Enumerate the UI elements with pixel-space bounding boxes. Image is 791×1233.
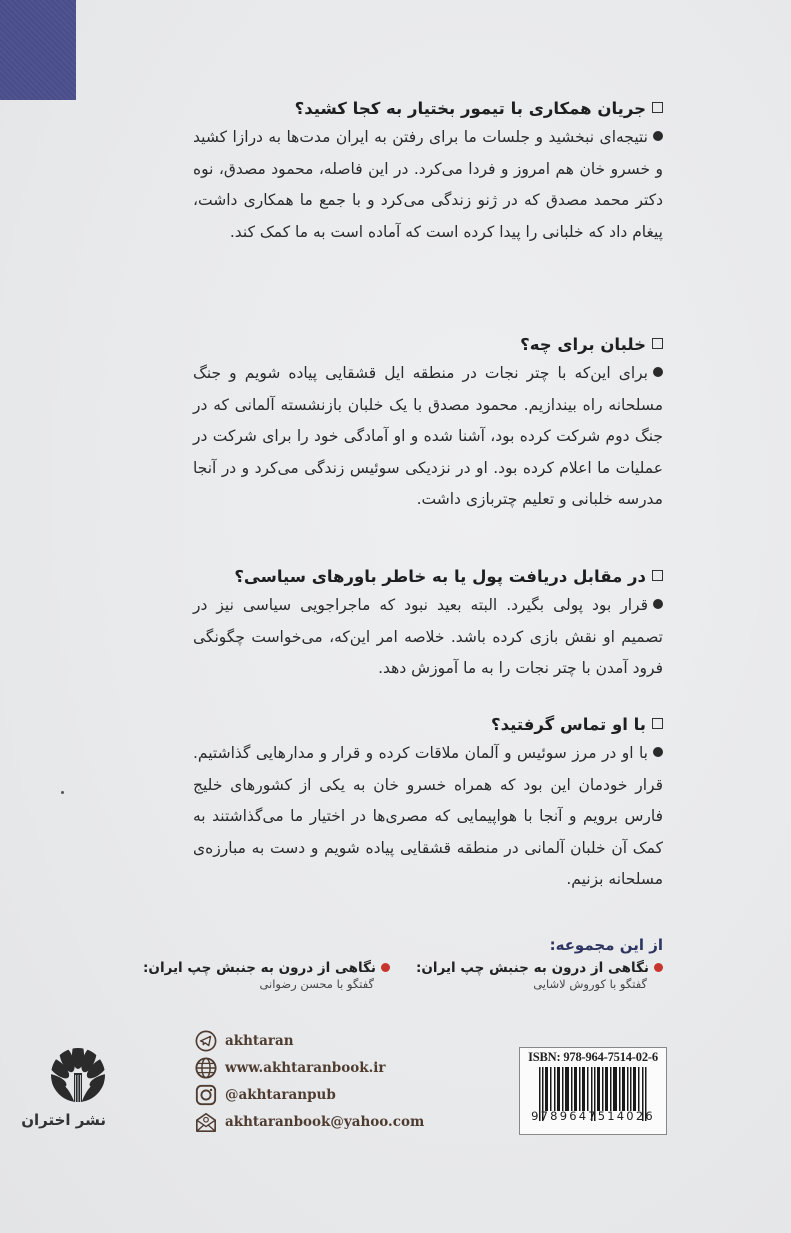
qa-section-2: [193, 332, 663, 516]
red-bullet-icon: [654, 963, 663, 972]
bullet-dot-icon: [653, 747, 663, 757]
qa-section-1: [193, 96, 663, 248]
question-4: با او تماس گرفتید؟: [193, 712, 663, 738]
publisher-contacts: [195, 1027, 424, 1135]
series-item-2: [143, 960, 390, 991]
bullet-dot-icon: [653, 599, 663, 609]
question-1: جریان همکاری با تیمور بختیار به کجا کشید؟: [193, 96, 663, 122]
square-bullet-icon: [652, 338, 663, 349]
bullet-dot-icon: [653, 367, 663, 377]
qa-section-4: [193, 712, 663, 896]
publisher-emblem-icon: [50, 1043, 106, 1103]
publisher-name: نشر اختران: [21, 1111, 106, 1129]
instagram-icon: [195, 1084, 217, 1106]
series-title: از این مجموعه:: [549, 936, 663, 954]
globe-icon: [195, 1057, 217, 1079]
answer-1: نتیجه‌ای نبخشید و جلسات ما برای رفتن به ایران مدت‌ها به درازا کشید و خسرو خان هم امروز و فردا می‌کرد. در این فاصله، محمود مصدق، نوه دکتر محمد مصدق که در ژنو زندگی می‌کرد و با جمع ما همکاری داشت، پیغام داد که خلبانی را پیدا کرده است که آماده است به ما کمک کند.: [193, 128, 663, 241]
square-bullet-icon: [652, 718, 663, 729]
square-bullet-icon: [652, 570, 663, 581]
series-item-title: نگاهی از درون به جنبش چپ ایران:: [143, 960, 377, 976]
telegram-icon: [195, 1030, 217, 1052]
answer-3: قرار بود پولی بگیرد. البته بعید نبود که ماجراجویی سیاسی نیز در تصمیم او نقش بازی کرده باشد. خلاصه امر این‌که، می‌خواست چگونگی فرود آمدن با چتر نجات را به ما آموزش دهد.: [193, 596, 663, 678]
question-2: خلبان برای چه؟: [193, 332, 663, 358]
red-bullet-icon: [381, 963, 390, 972]
contact-telegram[interactable]: akhtaran: [195, 1027, 424, 1054]
contact-instagram[interactable]: @akhtaranpub: [195, 1081, 424, 1108]
series-item-subtitle: گفتگو با محسن رضوانی: [259, 977, 375, 991]
answer-4: با او در مرز سوئیس و آلمان ملاقات کرده و قرار و مدارهایی گذاشتیم. قرار خودمان این بود که همراه خسرو خان به یکی از کشورهای خلیج فارس برویم و آنجا با هواپیمایی که مصری‌ها در اختیار ما می‌گذاشتند به کمک آن خلبان آلمانی در منطقه قشقایی پیاده شویم و دست به مبارزه‌ی مسلحانه بزنیم.: [193, 744, 663, 889]
isbn-barcode: [519, 1047, 667, 1135]
bullet-dot-icon: [653, 131, 663, 141]
series-item-title: نگاهی از درون به جنبش چپ ایران:: [416, 960, 649, 976]
print-speck: [61, 791, 64, 794]
qa-section-3: [193, 564, 663, 685]
email-icon: [195, 1111, 217, 1133]
barcode-digits: 9789647514026: [531, 1109, 655, 1123]
series-list: [143, 936, 663, 991]
publisher-logo: [21, 1043, 106, 1129]
square-bullet-icon: [652, 102, 663, 113]
series-item-1: [416, 960, 663, 991]
isbn-label: ISBN: 978-964-7514-02-6: [528, 1050, 658, 1064]
series-item-subtitle: گفتگو با کوروش لاشایی: [533, 977, 647, 991]
contact-website[interactable]: www.akhtaranbook.ir: [195, 1054, 424, 1081]
cover-corner-block: [0, 0, 76, 100]
question-3: در مقابل دریافت پول یا به خاطر باورهای سیاسی؟: [193, 564, 663, 590]
contact-email[interactable]: akhtaranbook@yahoo.com: [195, 1108, 424, 1135]
answer-2: برای این‌که با چتر نجات در منطقه ایل قشقایی پیاده شویم و جنگ مسلحانه راه بیندازیم. محمود مصدق با یک خلبان بازنشسته آلمانی که در جنگ دوم شرکت کرده بود، آشنا شده و او آمادگی خود را برای شرکت در عملیات ما اعلام کرده بود. او در نزدیکی سوئیس زندگی می‌کرد و در آنجا مدرسه خلبانی و تعلیم چتربازی داشت.: [193, 364, 663, 509]
series-items: [143, 960, 663, 991]
